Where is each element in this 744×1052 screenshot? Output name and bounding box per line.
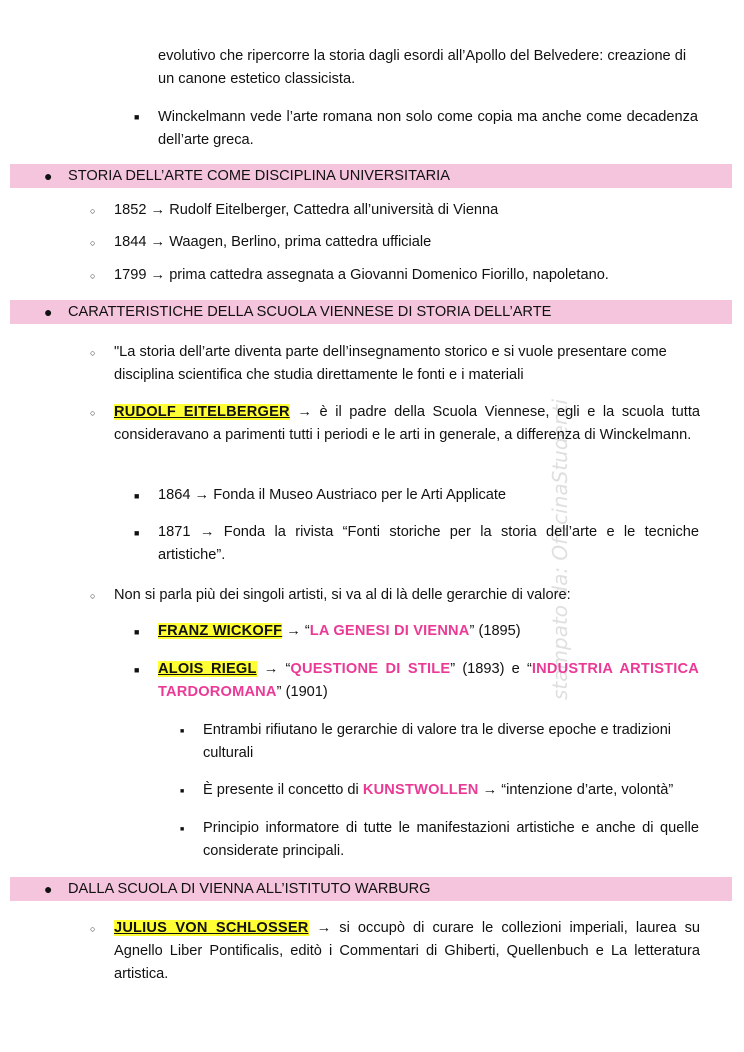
arrow-icon: → — [316, 920, 332, 936]
circle-bullet-icon: ○ — [90, 206, 96, 216]
square-bullet-icon: ■ — [134, 528, 140, 538]
hierarchy-paragraph: Non si parla più dei singoli artisti, si va al di là delle gerarchie di valore: — [114, 587, 571, 603]
small-square-bullet-icon: ■ — [180, 826, 185, 833]
arrow-icon: → — [150, 267, 166, 283]
keyword: KUNSTWOLLEN — [362, 782, 479, 798]
section-heading-band — [10, 877, 732, 901]
list-item — [158, 521, 699, 567]
circle-bullet-icon: ○ — [90, 271, 96, 281]
arrow-icon: → — [150, 202, 166, 218]
arrow-icon: → — [194, 487, 210, 503]
arrow-icon: → — [297, 404, 312, 420]
square-bullet-icon: ■ — [134, 112, 140, 122]
arrow-icon: → — [286, 623, 301, 639]
year: 1852 — [114, 202, 147, 218]
year: (1901) — [285, 684, 328, 700]
item-text: È presente il concetto di — [203, 782, 359, 798]
circle-bullet-icon: ○ — [90, 408, 96, 418]
section-heading: DALLA SCUOLA DI VIENNA ALL’ISTITUTO WARBURG — [68, 881, 431, 897]
square-bullet-icon: ■ — [134, 665, 140, 675]
watermark: stampato da: OfficinaStudenti — [548, 399, 572, 700]
square-bullet-icon: ■ — [134, 491, 140, 501]
eitelberger-paragraph — [114, 401, 700, 447]
bullet-dot-icon: ● — [44, 881, 53, 897]
section-heading-band — [10, 164, 732, 188]
circle-bullet-icon: ○ — [90, 238, 96, 248]
bullet-dot-icon: ● — [44, 304, 53, 320]
paragraph-text: è il padre della Scuola Viennese, egli e la scuola tutta consideravano a parimenti tutti i periodi e le arti in generale, a differenza di Winckelmann. — [114, 404, 700, 443]
highlighted-name: JULIUS VON SCHLOSSER — [114, 920, 309, 936]
list-item — [114, 231, 704, 254]
riegl-sub-item: Entrambi rifiutano le gerarchie di valore tra le diverse epoche e tradizioni culturali — [203, 722, 672, 761]
arrow-icon: → — [150, 234, 166, 250]
intro-bullet-winckelmann: Winckelmann vede l’arte romana non solo come copia ma anche come decadenza dell’arte greca. — [158, 109, 698, 148]
item-text: (1893) e — [462, 661, 520, 677]
year: 1864 — [158, 487, 191, 503]
list-item — [114, 199, 704, 222]
circle-bullet-icon: ○ — [90, 924, 96, 934]
paragraph-text: si occupò di curare le collezioni imperiali, laurea su Agnello Liber Pontificalis, editò i Commentari di Ghiberti, Quellenbuch e La letteratura artistica. — [114, 920, 700, 982]
intro-paragraph: evolutivo che ripercorre la storia dagli esordi all’Apollo del Belvedere: creazione di un canone estetico classicista. — [158, 48, 687, 87]
arrow-icon: → — [482, 782, 498, 798]
circle-bullet-icon: ○ — [90, 348, 96, 358]
work-title: INDUSTRIA ARTISTICA TARDOROMANA — [158, 661, 700, 700]
bullet-dot-icon: ● — [44, 168, 53, 184]
list-item — [158, 484, 698, 507]
year: 1799 — [114, 267, 147, 283]
item-text: Fonda il Museo Austriaco per le Arti Applicate — [213, 487, 507, 503]
square-bullet-icon: ■ — [134, 627, 140, 637]
arrow-icon: → — [263, 661, 279, 677]
section-heading: CARATTERISTICHE DELLA SCUOLA VIENNESE DI STORIA DELL’ARTE — [68, 304, 552, 320]
arrow-icon: → — [199, 524, 215, 540]
year: 1871 — [158, 524, 191, 540]
section-heading: STORIA DELL’ARTE COME DISCIPLINA UNIVERSITARIA — [68, 168, 450, 184]
section-heading-band — [10, 300, 732, 324]
quote-paragraph: "La storia dell’arte diventa parte dell’insegnamento storico e si vuole presentare come disciplina scientifica che studia direttamente le fonti e i materiali — [114, 344, 667, 383]
item-text: prima cattedra assegnata a Giovanni Domenico Fiorillo, napoletano. — [169, 267, 609, 283]
work-title: LA GENESI DI VIENNA — [309, 623, 470, 639]
item-text: Fonda la rivista “Fonti storiche per la storia dell’arte e le tecniche artistiche”. — [158, 524, 699, 563]
year: 1844 — [114, 234, 147, 250]
work-title: QUESTIONE DI STILE — [290, 661, 451, 677]
item-text: Rudolf Eitelberger, Cattedra all’università di Vienna — [169, 202, 499, 218]
highlighted-name: FRANZ WICKOFF — [158, 623, 283, 639]
year: (1895) — [478, 623, 521, 639]
small-square-bullet-icon: ■ — [180, 728, 185, 735]
schlosser-paragraph — [114, 917, 700, 986]
list-item — [114, 264, 714, 287]
highlighted-name: ALOIS RIEGL — [158, 661, 257, 677]
riegl-item: ALOIS RIEGL → “QUESTIONE DI STILE” (1893) e “INDUSTRIA ARTISTICA TARDOROMANA” (1901) — [158, 661, 700, 700]
highlighted-name: RUDOLF EITELBERGER — [114, 404, 290, 420]
riegl-sub-item: Principio informatore di tutte le manifestazioni artistiche e anche di quelle considerate principali. — [203, 820, 699, 859]
item-text: Waagen, Berlino, prima cattedra ufficiale — [169, 234, 432, 250]
item-text: “intenzione d’arte, volontà” — [501, 782, 674, 798]
circle-bullet-icon: ○ — [90, 591, 96, 601]
small-square-bullet-icon: ■ — [180, 788, 185, 795]
riegl-sub-item — [203, 779, 703, 802]
wickoff-item: FRANZ WICKOFF → “LA GENESI DI VIENNA” (1895) — [158, 623, 521, 639]
